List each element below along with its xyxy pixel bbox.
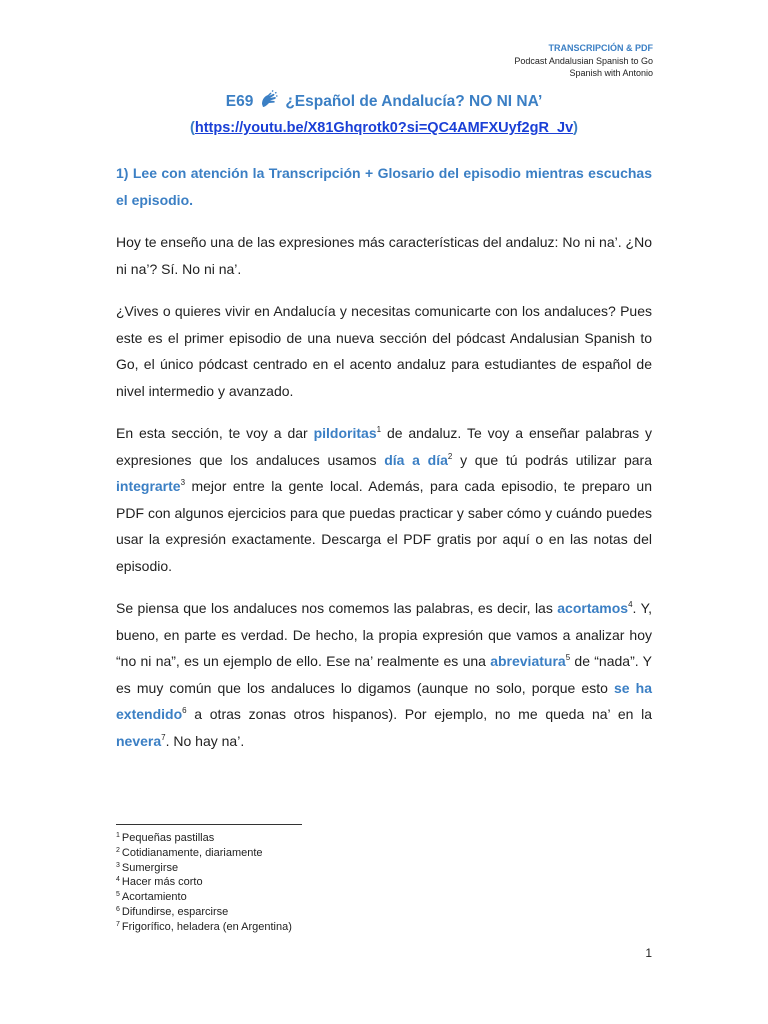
paragraph-1: Hoy te enseño una de las expresiones más características del andaluz: No ni na’. ¿No ni na’? Sí. No ni na’. — [116, 234, 652, 277]
header-author: Spanish with Antonio — [569, 68, 653, 78]
footnote-ref: 6 — [182, 706, 187, 715]
link-open-paren: ( — [190, 120, 195, 136]
footnote-ref: 2 — [447, 451, 453, 461]
footnote-number: 1 — [116, 832, 120, 839]
episode-title — [0, 90, 768, 111]
paragraph-2: ¿Vives o quieres vivir en Andalucía y necesitas comunicarte con los andaluces? Pues este es el primer episodio de una nueva sección del pódcast Andalusian Spanish to Go, el único pódcast centrado en el acento andaluz para estudiantes de español de nivel intermedio y avanzado. — [116, 303, 652, 399]
footnote-item — [116, 905, 292, 920]
episode-number: E69 — [225, 93, 254, 110]
footnote-number: 5 — [116, 891, 120, 899]
instruction-heading: 1) Lee con atención la Transcripción + Glosario del episodio mientras escuchas el episodio. — [116, 165, 652, 208]
footnote-ref: 7 — [161, 732, 166, 742]
hands-icon — [259, 90, 279, 110]
youtube-link[interactable]: https://youtu.be/X81Ghqrotk0?si=QC4AMFXUyf2gR_Jv — [194, 120, 574, 136]
footnote-text: Acortamiento — [121, 891, 187, 904]
episode-title-text: ¿Español de Andalucía? NO NI NA’ — [285, 93, 543, 110]
footnote-ref: 1 — [376, 425, 382, 434]
footnote-separator — [116, 824, 302, 825]
text-run: mejor entre la gente local. Además, para cada episodio, te preparo un PDF con algunos ejercicios para que puedas practicar y saber cómo y cuándo puedes usar la expresión exactamente. Descarga el PDF gratis por aquí o en las notas del episodio. — [116, 478, 652, 574]
footnote-item — [116, 861, 292, 876]
glossary-term: día a día — [384, 451, 448, 468]
glossary-term: se ha extendido — [116, 679, 652, 722]
paragraph-4 — [116, 595, 652, 754]
footnote-item — [116, 890, 292, 905]
footnote-text: Sumergirse — [121, 861, 179, 874]
footnote-item — [116, 875, 292, 890]
glossary-term: pildoritas — [313, 425, 377, 441]
footnote-ref: 5 — [565, 653, 571, 662]
footnote-text: Hacer más corto — [121, 876, 203, 889]
text-run: de “nada”. Y es muy común que los andaluces lo digamos (aunque no solo, porque esto — [116, 653, 652, 696]
footnote-number: 6 — [116, 905, 120, 913]
footnote-item — [116, 920, 292, 935]
document-body — [116, 160, 652, 770]
glossary-term: nevera — [116, 732, 162, 749]
footnote-number: 3 — [116, 861, 120, 869]
footnote-item — [116, 846, 292, 861]
footnote-number: 2 — [116, 846, 120, 854]
glossary-term: integrarte — [116, 478, 181, 494]
footnote-number: 7 — [116, 920, 120, 928]
text-run: y que tú podrás utilizar para — [452, 451, 652, 468]
page-header — [514, 42, 653, 80]
footnote-text: Frigorífico, heladera (en Argentina) — [121, 920, 292, 933]
footnote-ref: 3 — [180, 478, 186, 487]
text-run: . No hay na’. — [165, 732, 245, 749]
text-run: . Y, bueno, en parte es verdad. De hecho, la propia expresión que vamos a analizar hoy “no ni na”, es un ejemplo de ello. Ese na’ realmente es una — [116, 600, 652, 669]
footnotes — [116, 831, 292, 935]
text-run: a otras zonas otros hispanos). Por ejemplo, no me queda na’ en la — [186, 706, 652, 722]
footnote-ref: 4 — [628, 600, 633, 609]
text-run: de andaluz. Te voy a enseñar palabras y expresiones que los andaluces usamos — [116, 425, 653, 468]
glossary-term: acortamos — [557, 600, 629, 616]
footnote-number: 4 — [116, 876, 120, 884]
page-number: 1 — [645, 946, 652, 960]
header-brand: TRANSCRIPCIÓN & PDF — [548, 43, 653, 53]
link-close-paren: ) — [573, 120, 578, 136]
glossary-term: abreviatura — [490, 653, 566, 669]
video-link-line — [0, 120, 768, 136]
footnote-item — [116, 831, 292, 846]
text-run: Se piensa que los andaluces nos comemos las palabras, es decir, las — [116, 600, 558, 616]
footnote-text: Cotidianamente, diariamente — [121, 846, 263, 859]
header-podcast-name: Podcast Andalusian Spanish to Go — [514, 55, 653, 66]
footnote-text: Pequeñas pastillas — [121, 832, 215, 844]
text-run: En esta sección, te voy a dar — [116, 425, 314, 441]
footnote-text: Difundirse, esparcirse — [121, 905, 229, 918]
paragraph-3 — [116, 420, 652, 579]
